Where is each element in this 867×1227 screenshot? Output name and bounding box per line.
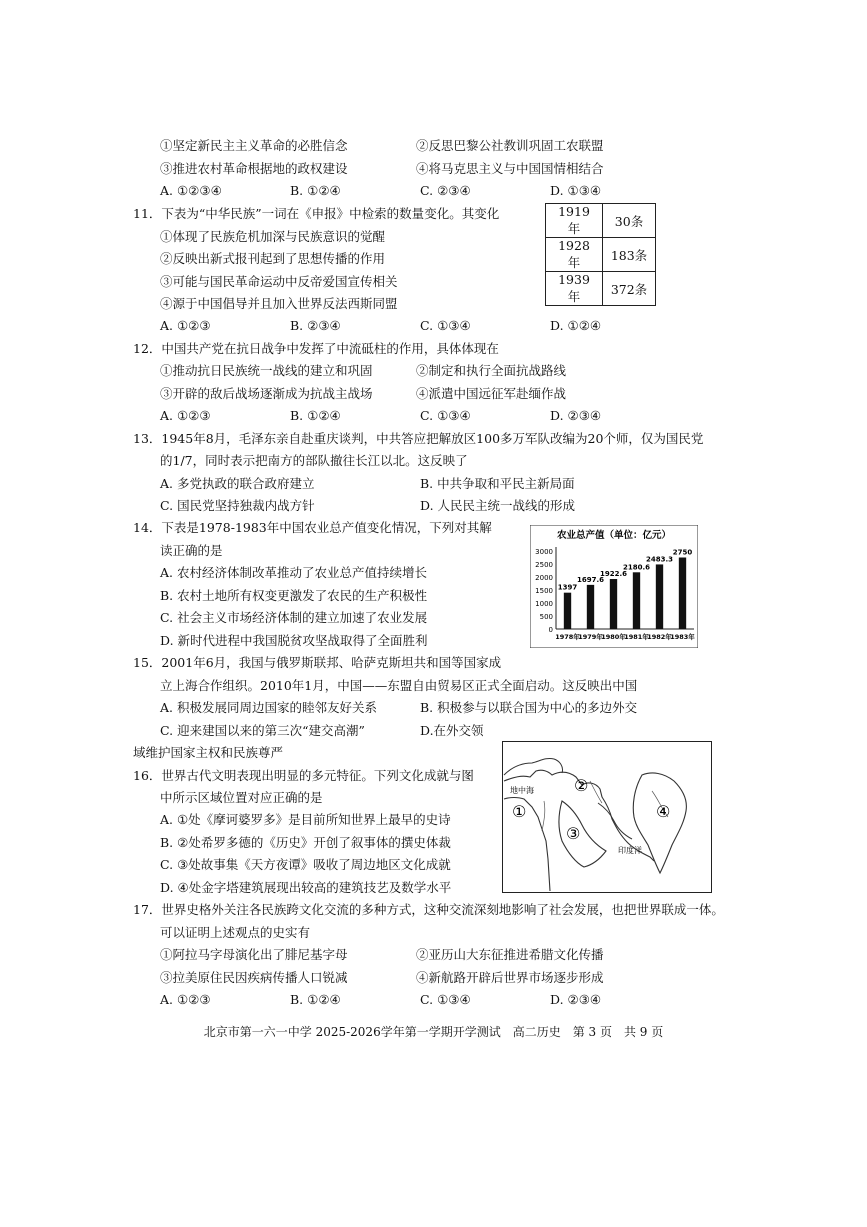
bar-value-label: 1697.6	[576, 575, 605, 584]
q15-option-d-wrap: 域维护国家主权和民族尊严	[133, 745, 284, 760]
q13-stem-line-2: 的1/7，同时表示把南方的部队撤往长江以北。这反映了	[160, 453, 468, 468]
q12-option-c[interactable]: C. ①③④	[420, 408, 471, 423]
bar	[679, 558, 686, 630]
q11-item-3: ③可能与国民革命运动中反帝爱国宣传相关	[160, 274, 398, 289]
bar	[587, 585, 594, 629]
q13-option-a[interactable]: A. 多党执政的联合政府建立	[160, 476, 315, 491]
bar	[610, 579, 617, 629]
q14-stem-line-2: 读正确的是	[160, 543, 223, 558]
q12-item-4: ④派遣中国远征军赴缅作战	[416, 386, 567, 401]
table-row	[546, 272, 656, 306]
y-tick-label: 1000	[535, 600, 553, 608]
x-tick-label: 1980年	[601, 633, 626, 641]
q12-item-3: ③开辟的敌后战场逐渐成为抗战主战场	[160, 386, 373, 401]
q17-option-a[interactable]: A. ①②③	[160, 992, 211, 1007]
q14-option-b[interactable]: B. 农村土地所有权变更激发了农民的生产积极性	[160, 588, 428, 603]
table-cell-count: 183条	[603, 238, 656, 272]
q12-item-2: ②制定和执行全面抗战路线	[416, 363, 567, 378]
map-label-indian-ocean: 印度洋	[618, 846, 642, 855]
y-tick-label: 2500	[535, 561, 553, 569]
y-tick-label: 500	[539, 613, 553, 621]
x-tick-label: 1983年	[670, 633, 695, 641]
q10-option-d[interactable]: D. ①③④	[550, 183, 602, 198]
q15-option-b[interactable]: B. 积极参与以联合国为中心的多边外交	[420, 700, 638, 715]
q17-stem-line-1: 17．世界史格外关注各民族跨文化交流的多种方式，这种交流深刻地影响了社会发展，也把世界联成一体。	[133, 902, 724, 917]
q16-option-b[interactable]: B. ②处希罗多德的《历史》开创了叙事体的撰史体裁	[160, 835, 451, 850]
q11-count-table	[545, 203, 656, 306]
table-cell-year: 1919年	[546, 204, 603, 238]
q10-option-c[interactable]: C. ②③④	[420, 183, 471, 198]
q10-item-2: ②反思巴黎公社教训巩固工农联盟	[416, 138, 604, 153]
table-cell-count: 372条	[603, 272, 656, 306]
q15-stem-line-2: 立上海合作组织。2010年1月，中国——东盟自由贸易区正式全面启动。这反映出中国	[160, 678, 638, 693]
q10-item-4: ④将马克思主义与中国国情相结合	[416, 161, 604, 176]
q13-stem-line-1: 13．1945年8月，毛泽东亲自赴重庆谈判，中共答应把解放区100多万军队改编为20个师，仅为国民党	[133, 431, 704, 446]
q11-item-4: ④源于中国倡导并且加入世界反法西斯同盟	[160, 296, 398, 311]
x-tick-label: 1981年	[624, 633, 649, 641]
q15-option-d[interactable]: D.在外交领	[420, 723, 484, 738]
q11-option-a[interactable]: A. ①②③	[160, 318, 211, 333]
q16-option-a[interactable]: A. ①处《摩诃婆罗多》是目前所知世界上最早的史诗	[160, 812, 451, 827]
map-marker-3: ③	[566, 824, 581, 843]
page-footer: 北京市第一六一中学 2025-2026学年第一学期开学测试 高二历史 第 3 页 共 9 页	[203, 1025, 664, 1039]
y-tick-label: 0	[548, 626, 553, 634]
q11-option-b[interactable]: B. ②③④	[290, 318, 341, 333]
bar	[656, 564, 663, 629]
q11-stem: 11．下表为“中华民族”一词在《申报》中检索的数量变化。其变化	[133, 206, 500, 221]
bar-value-label: 2750	[672, 548, 693, 557]
table-cell-year: 1939年	[546, 272, 603, 306]
q17-item-3: ③拉美原住民因疾病传播人口锐减	[160, 970, 348, 985]
q13-option-b[interactable]: B. 中共争取和平民主新局面	[420, 476, 575, 491]
q15-option-c[interactable]: C. 迎来建国以来的第三次“建交高潮”	[160, 723, 365, 738]
q11-item-1: ①体现了民族危机加深与民族意识的觉醒	[160, 229, 386, 244]
bar	[564, 593, 571, 629]
q12-item-1: ①推动抗日民族统一战线的建立和巩固	[160, 363, 373, 378]
q17-item-4: ④新航路开辟后世界市场逐步形成	[416, 970, 604, 985]
q11-option-c[interactable]: C. ①③④	[420, 318, 471, 333]
q11-option-d[interactable]: D. ①②④	[550, 318, 602, 333]
q14-stem-line-1: 14．下表是1978-1983年中国农业总产值变化情况，下列对其解	[133, 520, 492, 535]
map-marker-4: ④	[656, 802, 671, 821]
q14-option-d[interactable]: D. 新时代进程中我国脱贫攻坚战取得了全面胜利	[160, 633, 428, 648]
table-cell-count: 30条	[603, 204, 656, 238]
q10-item-3: ③推进农村革命根据地的政权建设	[160, 161, 348, 176]
q10-option-a[interactable]: A. ①②③④	[160, 183, 222, 198]
q12-option-b[interactable]: B. ①②④	[290, 408, 341, 423]
q13-option-c[interactable]: C. 国民党坚持独裁内战方针	[160, 498, 315, 513]
q17-option-b[interactable]: B. ①②④	[290, 992, 341, 1007]
q10-item-1: ①坚定新民主主义革命的必胜信念	[160, 138, 348, 153]
q17-option-d[interactable]: D. ②③④	[550, 992, 602, 1007]
q16-option-c[interactable]: C. ③处故事集《天方夜谭》吸收了周边地区文化成就	[160, 857, 451, 872]
q12-option-d[interactable]: D. ②③④	[550, 408, 602, 423]
map-label-mediterranean: 地中海	[510, 786, 534, 795]
bar-value-label: 2180.6	[622, 563, 651, 572]
agri-output-bar-chart	[530, 525, 698, 648]
x-tick-label: 1982年	[647, 633, 672, 641]
y-tick-label: 3000	[535, 548, 553, 556]
x-tick-label: 1978年	[555, 633, 580, 641]
map-marker-1: ①	[512, 802, 527, 821]
q11-item-2: ②反映出新式报刊起到了思想传播的作用	[160, 251, 386, 266]
q17-option-c[interactable]: C. ①③④	[420, 992, 471, 1007]
bar	[633, 572, 640, 629]
q12-option-a[interactable]: A. ①②③	[160, 408, 211, 423]
q17-item-1: ①阿拉马字母演化出了腓尼基字母	[160, 947, 348, 962]
y-tick-label: 2000	[535, 574, 553, 582]
bar-value-label: 1397	[557, 583, 578, 592]
q15-stem-line-1: 15．2001年6月，我国与俄罗斯联邦、哈萨克斯坦共和国等国家成	[133, 655, 502, 670]
map-marker-2: ②	[574, 776, 589, 795]
q10-option-b[interactable]: B. ①②④	[290, 183, 341, 198]
y-tick-label: 1500	[535, 587, 553, 595]
q15-option-a[interactable]: A. 积极发展同周边国家的睦邻友好关系	[160, 700, 377, 715]
chart-title: 农业总产值（单位：亿元）	[556, 530, 672, 541]
bar-value-label: 1922.6	[599, 570, 628, 579]
q14-option-a[interactable]: A. 农村经济体制改革推动了农业总产值持续增长	[160, 565, 427, 580]
table-row	[546, 204, 656, 238]
q12-stem: 12．中国共产党在抗日战争中发挥了中流砥柱的作用，具体体现在	[133, 341, 499, 356]
q16-stem-line-2: 中所示区域位置对应正确的是	[160, 790, 323, 805]
q16-option-d[interactable]: D. ④处金字塔建筑展现出较高的建筑技艺及数学水平	[160, 880, 452, 895]
x-tick-label: 1979年	[578, 633, 603, 641]
q14-option-c[interactable]: C. 社会主义市场经济体制的建立加速了农业发展	[160, 610, 428, 625]
table-cell-year: 1928年	[546, 238, 603, 272]
q16-stem-line-1: 16．世界古代文明表现出明显的多元特征。下列文化成就与图	[133, 768, 474, 783]
table-row	[546, 238, 656, 272]
bar-value-label: 2483.3	[645, 555, 674, 564]
q13-option-d[interactable]: D. 人民民主统一战线的形成	[420, 498, 576, 513]
q17-item-2: ②亚历山大东征推进希腊文化传播	[416, 947, 604, 962]
ancient-civilization-map	[502, 741, 712, 893]
q17-stem-line-2: 可以证明上述观点的史实有	[160, 925, 311, 940]
